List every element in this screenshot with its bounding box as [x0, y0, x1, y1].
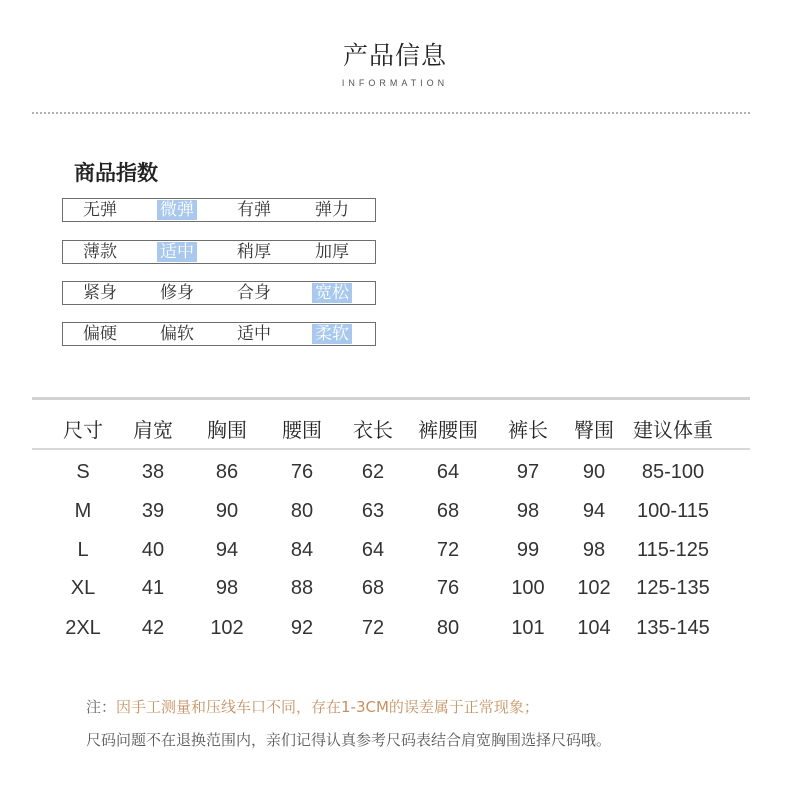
page-subtitle: INFORMATION [341, 78, 449, 88]
index-option: 合身 [237, 283, 271, 303]
table-cell: 68 [436, 500, 460, 522]
table-header-cell: 裤长 [508, 418, 548, 442]
index-row-softness [62, 322, 376, 346]
table-cell: 64 [436, 461, 460, 483]
table-cell: 100 [511, 577, 545, 599]
table-cell: 102 [577, 577, 611, 599]
table-cell: 135-145 [636, 617, 710, 639]
table-cell: 99 [516, 539, 540, 561]
index-row-fit [62, 281, 376, 305]
index-option: 弹力 [315, 200, 349, 220]
note-line-2: 尺码问题不在退换范围内，亲们记得认真参考尺码表结合肩宽胸围选择尺码哦。 [86, 731, 612, 749]
table-header-cell: 裤腰围 [418, 418, 478, 442]
table-cell: 76 [290, 461, 314, 483]
table-cell: 76 [436, 577, 460, 599]
table-size-label: M [74, 500, 92, 522]
table-cell: 84 [290, 539, 314, 561]
index-option: 偏软 [160, 324, 194, 344]
table-cell: 88 [290, 577, 314, 599]
table-cell: 104 [577, 617, 611, 639]
table-cell: 38 [141, 461, 165, 483]
table-size-label: S [76, 461, 90, 483]
table-cell: 92 [290, 617, 314, 639]
table-cell: 94 [215, 539, 239, 561]
table-header-cell: 肩宽 [133, 418, 173, 442]
table-header-cell: 建议体重 [633, 418, 713, 442]
index-row-elasticity [62, 198, 376, 222]
table-cell: 98 [582, 539, 606, 561]
table-cell: 40 [141, 539, 165, 561]
table-cell: 98 [215, 577, 239, 599]
index-option: 无弹 [83, 200, 117, 220]
table-cell: 42 [141, 617, 165, 639]
table-cell: 90 [215, 500, 239, 522]
table-header-cell: 尺寸 [63, 418, 103, 442]
table-size-label: XL [70, 577, 96, 599]
dotted-divider [32, 112, 750, 114]
index-row-thickness [62, 240, 376, 264]
note-text-1: 因手工测量和压线车口不同，存在1-3CM的误差属于正常现象； [116, 698, 539, 716]
table-cell: 80 [290, 500, 314, 522]
table-cell: 98 [516, 500, 540, 522]
table-cell: 72 [436, 539, 460, 561]
size-table-top-border [32, 397, 750, 400]
index-option: 薄款 [83, 242, 117, 262]
table-header-cell: 腰围 [282, 418, 322, 442]
table-cell: 90 [582, 461, 606, 483]
table-cell: 86 [215, 461, 239, 483]
index-option: 适中 [237, 324, 271, 344]
table-cell: 94 [582, 500, 606, 522]
table-header-cell: 胸围 [207, 418, 247, 442]
table-cell: 102 [210, 617, 244, 639]
index-option: 稍厚 [237, 242, 271, 262]
index-option: 加厚 [315, 242, 349, 262]
table-cell: 68 [361, 577, 385, 599]
index-option: 紧身 [83, 283, 117, 303]
table-cell: 115-125 [637, 539, 709, 561]
note-label: 注： [86, 698, 117, 716]
table-cell: 101 [511, 617, 545, 639]
page-title: 产品信息 [342, 41, 447, 70]
note-line-1 [86, 696, 539, 717]
table-cell: 62 [361, 461, 385, 483]
table-cell: 85-100 [641, 461, 705, 483]
table-cell: 80 [436, 617, 460, 639]
table-cell: 41 [141, 577, 165, 599]
table-header-cell: 臀围 [574, 418, 614, 442]
table-cell: 97 [516, 461, 540, 483]
index-option: 偏硬 [83, 324, 117, 344]
table-cell: 63 [361, 500, 385, 522]
size-table-header-border [32, 448, 750, 450]
index-option-selected: 宽松 [312, 283, 352, 303]
table-cell: 39 [141, 500, 165, 522]
table-cell: 100-115 [637, 500, 709, 522]
index-option: 有弹 [237, 200, 271, 220]
index-option-selected: 适中 [157, 242, 197, 262]
index-option: 修身 [160, 283, 194, 303]
table-size-label: L [77, 539, 89, 561]
index-option-selected: 微弹 [157, 200, 197, 220]
table-size-label: 2XL [65, 617, 101, 639]
table-header-cell: 衣长 [353, 418, 393, 442]
index-option-selected: 柔软 [312, 324, 352, 344]
table-cell: 125-135 [636, 577, 710, 599]
index-title: 商品指数 [74, 161, 158, 185]
table-cell: 64 [361, 539, 385, 561]
table-cell: 72 [361, 617, 385, 639]
